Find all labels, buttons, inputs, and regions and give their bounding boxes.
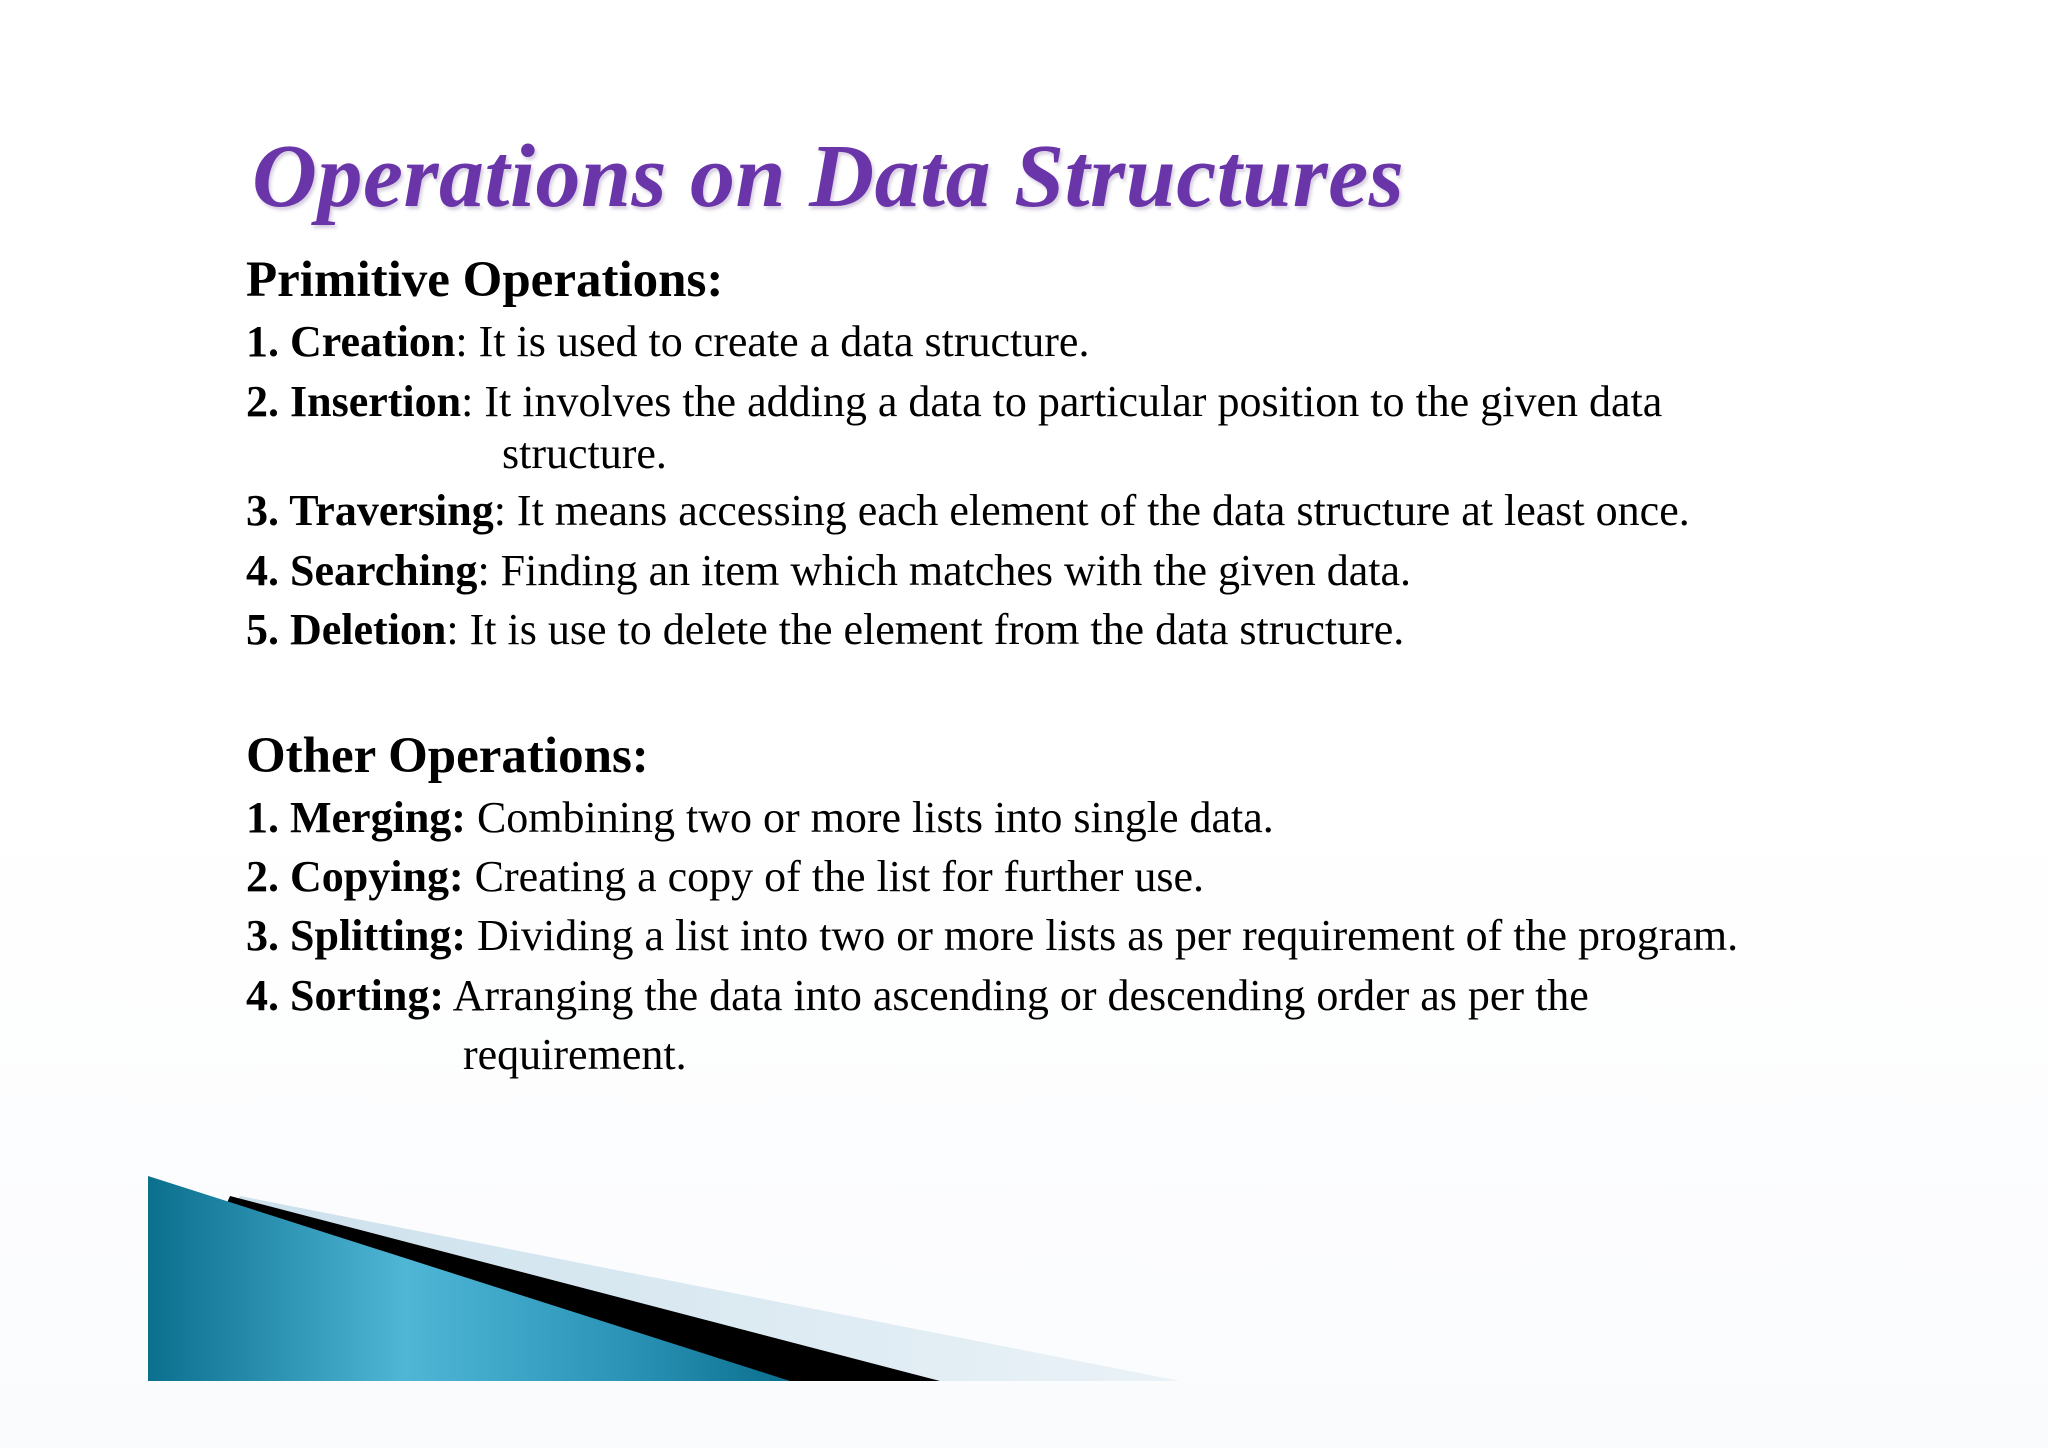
item-description: Arranging the data into ascending or descending order as per the: [444, 971, 1589, 1020]
item-term: 4. Sorting:: [246, 971, 444, 1020]
item-term: 2. Insertion: [246, 377, 462, 426]
item-description: Combining two or more lists into single data.: [465, 793, 1274, 842]
item-term: 4. Searching: [246, 546, 478, 595]
item-term: 2. Copying:: [246, 852, 464, 901]
item-term: 1. Merging:: [246, 793, 466, 842]
item-description: : It involves the adding a data to particular position to the given data: [461, 377, 1663, 426]
item-term: 5. Deletion: [246, 605, 447, 654]
item-description: Creating a copy of the list for further use.: [463, 852, 1205, 901]
other-operations-heading: Other Operations:: [246, 728, 649, 784]
slide-title: Operations on Data Structures: [252, 127, 1405, 226]
item-description: : It is use to delete the element from the data structure.: [446, 605, 1405, 654]
item-description: : It is used to create a data structure.: [455, 317, 1090, 366]
item-description: Dividing a list into two or more lists as per requirement of the program.: [466, 911, 1739, 960]
primitive-operations-heading: Primitive Operations:: [246, 252, 724, 308]
item-continuation: requirement.: [463, 1030, 687, 1079]
item-description: : It means accessing each element of the data structure at least once.: [493, 486, 1690, 535]
teal-wedge: [148, 1176, 790, 1381]
item-continuation: structure.: [502, 429, 667, 478]
item-term: 3. Traversing: [246, 486, 494, 535]
item-term: 3. Splitting:: [246, 911, 467, 960]
item-term: 1. Creation: [246, 317, 456, 366]
item-description: : Finding an item which matches with the given data.: [477, 546, 1412, 595]
